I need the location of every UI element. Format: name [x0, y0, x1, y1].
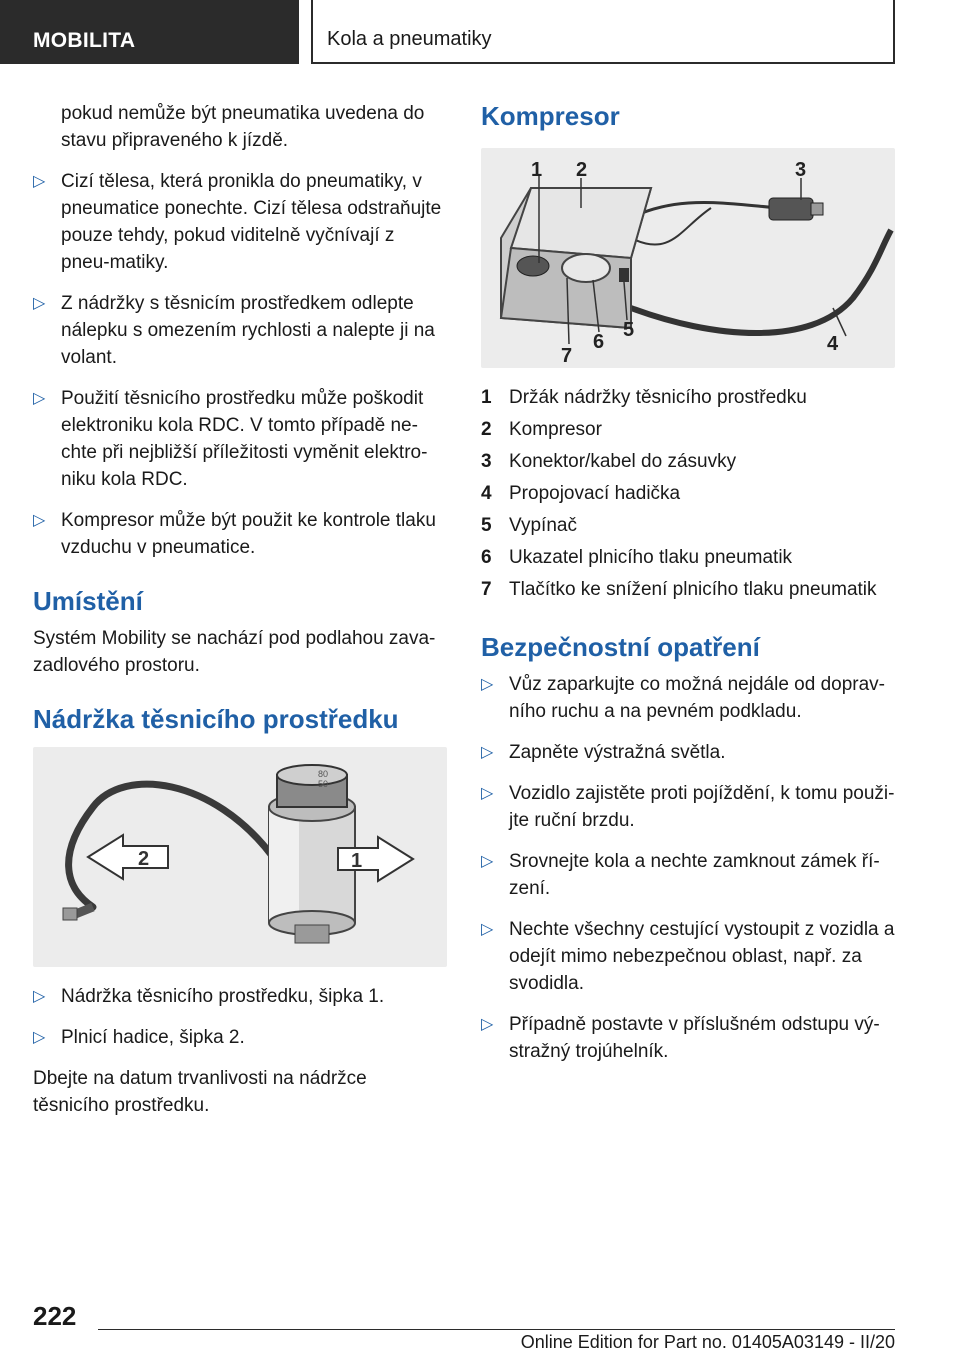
legend-number: 6: [481, 547, 492, 568]
list-item: [481, 1011, 895, 1065]
legend-item: [481, 576, 895, 603]
legend-text: Držák nádržky těsnicího prostředku: [509, 387, 807, 408]
page-number: 222: [33, 1301, 77, 1331]
list-item-text: Cizí tělesa, která pronikla do pneumatiky, v pneumatice ponechte. Cizí tělesa odstraňujte pouze tehdy, pokud viditelně vyčnívají z pneu-matiky.: [61, 171, 442, 273]
list-item-text: Použití těsnicího prostředku může poškodit elektroniku kola RDC. V tomto případě ne-chte při nejbližší příležitosti vyměnit elektro-niku kola RDC.: [61, 388, 428, 490]
bullet-triangle-icon: ▷: [481, 853, 494, 870]
list-item: [481, 671, 895, 725]
edition-text: Online Edition for Part no. 01405A03149 - II/20: [520, 1332, 895, 1352]
list-item: [481, 848, 895, 902]
list-item-text: Kompresor může být použit ke kontrole tlaku vzduchu v pneumatice.: [61, 510, 436, 558]
list-item-text: Případně postavte v příslušném odstupu vý-stražný trojúhelník.: [509, 1014, 880, 1062]
callout-5: 5: [623, 319, 635, 341]
section-tab: [0, 0, 299, 64]
list-item: [481, 780, 895, 834]
list-item-text: Srovnejte kola a nechte zamknout zámek ří-zení.: [509, 851, 880, 899]
arrow-2-label: 2: [138, 848, 150, 870]
list-item-text: Vůz zaparkujte co možná nejdále od doprav-ního ruchu a na pevném podkladu.: [509, 674, 886, 722]
left-column: [33, 100, 447, 1133]
legend-text: Konektor/kabel do zásuvky: [509, 451, 737, 472]
list-item-text: Plnicí hadice, šipka 2.: [61, 1027, 245, 1048]
bullet-triangle-icon: ▷: [481, 744, 494, 761]
list-item: [33, 385, 447, 493]
list-item: [33, 983, 447, 1010]
callout-1: 1: [531, 159, 543, 181]
bullet-triangle-icon: ▷: [481, 1016, 494, 1033]
callout-4: 4: [827, 333, 839, 355]
legend-item: [481, 512, 895, 539]
sealant-container-illustration: [33, 747, 447, 967]
callout-3: 3: [795, 159, 807, 181]
continued-text: pokud nemůže být pneumatika uvedena do stavu připraveného k jízdě.: [61, 103, 425, 151]
legend-text: Ukazatel plnicího tlaku pneumatik: [509, 547, 793, 568]
callout-7: 7: [561, 345, 573, 367]
compressor-figure: [481, 148, 895, 368]
chapter-header: [311, 0, 895, 64]
bullet-triangle-icon: ▷: [481, 676, 494, 693]
bullet-triangle-icon: ▷: [33, 295, 46, 312]
legend-text: Tlačítko ke snížení plnicího tlaku pneumatik: [509, 579, 877, 600]
container-note: Dbejte na datum trvanlivosti na nádržce těsnicího prostředku.: [33, 1068, 367, 1116]
list-item: [33, 168, 447, 276]
callout-6: 6: [593, 331, 605, 353]
section-title: MOBILITA: [33, 29, 136, 52]
legend-item: [481, 544, 895, 571]
bullet-triangle-icon: ▷: [33, 1029, 46, 1046]
legend-item: [481, 416, 895, 443]
list-item-text: Vozidlo zajistěte proti pojíždění, k tomu použi-jte ruční brzdu.: [509, 783, 895, 831]
list-item: [33, 1024, 447, 1051]
heading-sealant-container: Nádržka těsnicího prostředku: [33, 704, 399, 734]
list-item: [481, 916, 895, 997]
heading-compressor: Kompresor: [481, 101, 620, 131]
legend-text: Vypínač: [509, 515, 577, 536]
list-item: [481, 739, 895, 766]
legend-item: [481, 480, 895, 507]
bullet-triangle-icon: ▷: [33, 512, 46, 529]
sealant-container-figure: [33, 747, 447, 967]
list-item: [33, 290, 447, 371]
legend-item: [481, 384, 895, 411]
list-item-text: Zapněte výstražná světla.: [509, 742, 726, 763]
callout-2: 2: [576, 159, 588, 181]
bullet-triangle-icon: ▷: [33, 390, 46, 407]
compressor-illustration: [481, 148, 895, 368]
legend-number: 4: [481, 483, 492, 504]
location-text: Systém Mobility se nachází pod podlahou zava-zadlového prostoru.: [33, 628, 436, 676]
legend-item: [481, 448, 895, 475]
list-item-text: Nádržka těsnicího prostředku, šipka 1.: [61, 986, 385, 1007]
list-item-text: Nechte všechny cestující vystoupit z vozidla a odejít mimo nebezpečnou oblast, např. za svodidla.: [509, 919, 895, 994]
chapter-title: Kola a pneumatiky: [327, 28, 492, 50]
cap-value-bottom: 50: [317, 779, 329, 789]
list-item: [33, 507, 447, 561]
bullet-triangle-icon: ▷: [33, 173, 46, 190]
legend-text: Kompresor: [509, 419, 602, 440]
footer-divider: [98, 1329, 895, 1330]
arrow-1-label: 1: [351, 850, 363, 872]
heading-location: Umístění: [33, 586, 143, 616]
compressor-legend: [481, 384, 895, 603]
cap-value-top: 80: [317, 769, 329, 779]
legend-text: Propojovací hadička: [509, 483, 681, 504]
legend-number: 2: [481, 419, 492, 440]
bullet-triangle-icon: ▷: [33, 988, 46, 1005]
legend-number: 7: [481, 579, 492, 600]
bullet-triangle-icon: ▷: [481, 785, 494, 802]
legend-number: 1: [481, 387, 492, 408]
arrow-2-icon: [88, 835, 168, 879]
heading-safety: Bezpečnostní opatření: [481, 632, 760, 662]
legend-number: 5: [481, 515, 492, 536]
right-column: [481, 100, 895, 1079]
list-item-text: Z nádržky s těsnicím prostředkem odlepte nálepku s omezením rychlosti a nalepte ji na volant.: [61, 293, 435, 368]
legend-number: 3: [481, 451, 492, 472]
bullet-triangle-icon: ▷: [481, 921, 494, 938]
